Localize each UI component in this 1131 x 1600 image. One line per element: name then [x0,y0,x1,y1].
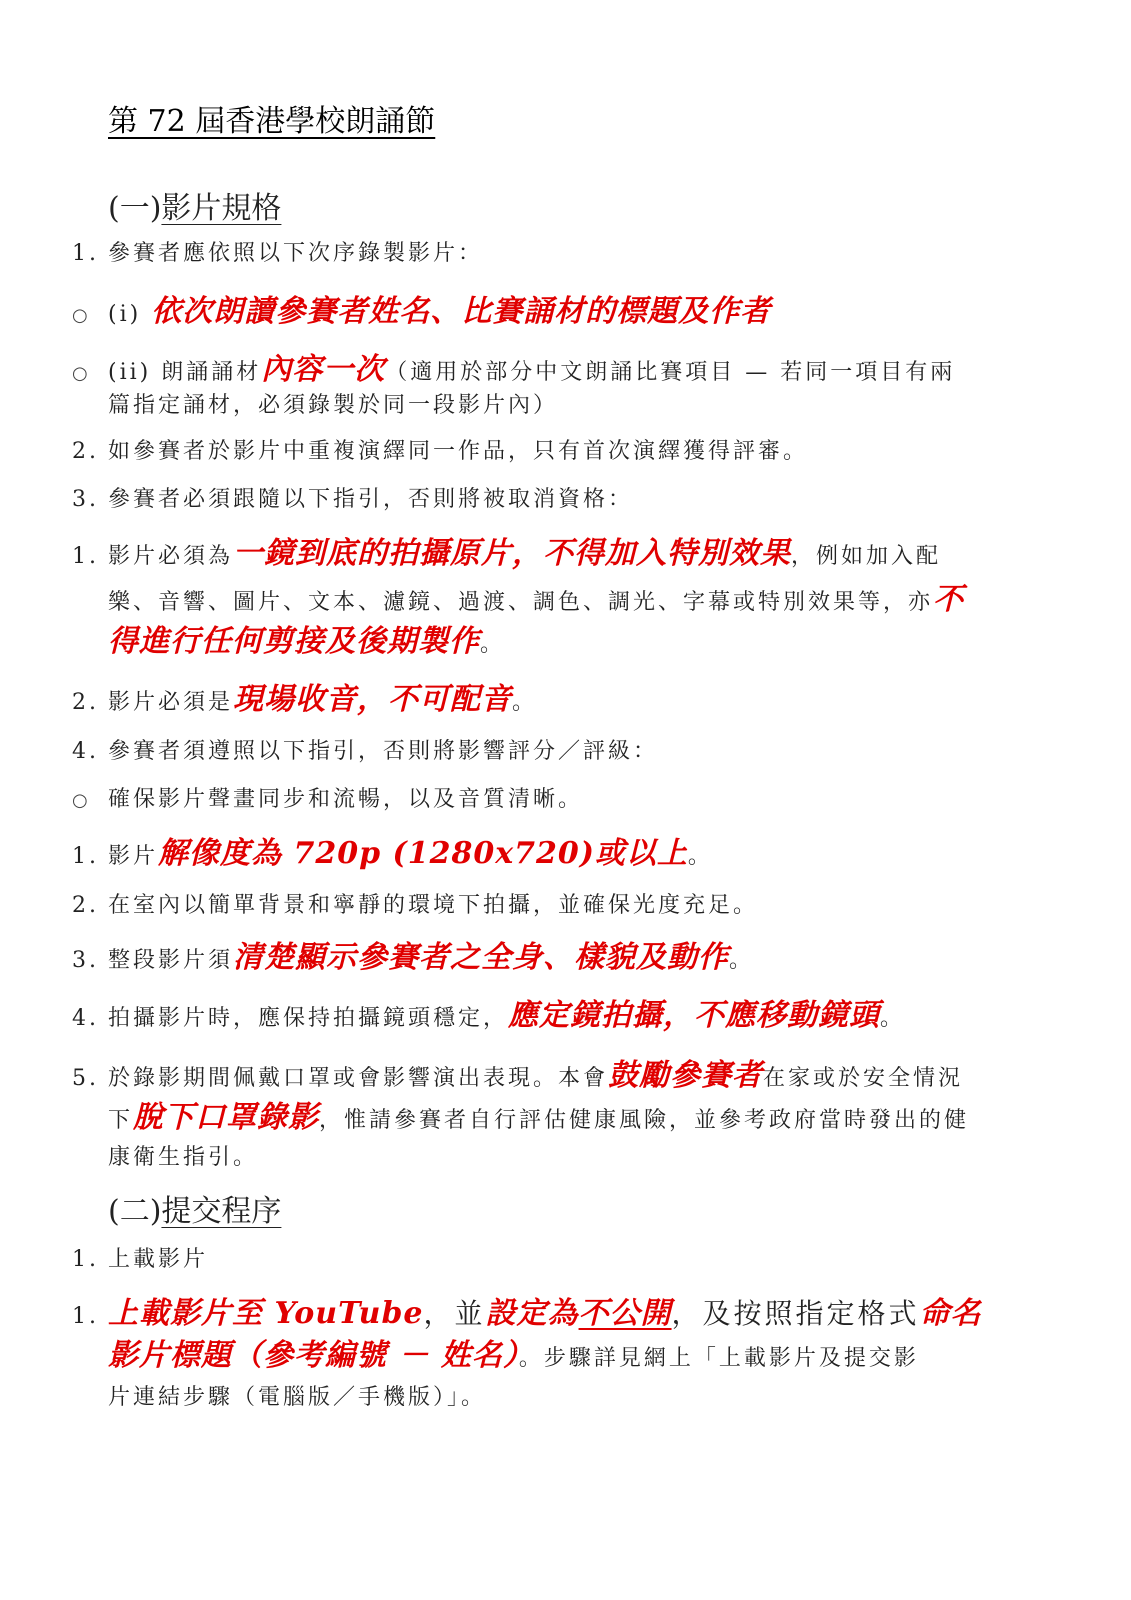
bullet-icon: ○ [72,363,91,384]
section-number: (一) [108,191,162,226]
item-number: 1. [72,1304,99,1329]
item-text: 影片必須為 [108,544,234,569]
list-item [72,1054,1052,1101]
item-text: 朗誦誦材 [161,360,262,385]
item-text: 如參賽者於影片中重複演繹同一作品，只有首次演繹獲得評審。 [108,439,809,464]
item-text: 。 [729,948,755,973]
page-title: 第 72 屆香港學校朗誦節 [108,104,436,139]
list-item [72,478,1052,522]
item-text: 上載影片 [108,1247,209,1272]
item-number: (i) [108,302,142,327]
list-item [72,832,1052,879]
item-text: ，惟請參賽者自行評估健康風險，並參考政府當時發出的健 [319,1108,970,1133]
list-item [72,290,1052,338]
highlight-text: 不公開 [578,1296,672,1331]
list-item-continuation [108,578,1038,625]
item-number: 2. [72,690,99,715]
list-item [72,884,1052,928]
list-item [72,994,1052,1041]
item-text: （適用於部分中文朗誦比賽項目 — 若同一項目有兩 [385,360,956,385]
bullet-icon: ○ [72,305,91,326]
item-number: 3. [72,948,99,973]
item-text: 整段影片須 [108,948,234,973]
item-text: 參賽者應依照以下次序錄製影片： [108,241,484,266]
list-item-continuation [108,620,1038,667]
item-number: 1. [72,844,99,869]
item-number: 4. [72,1006,99,1031]
section-number: (二) [108,1194,162,1229]
list-item [72,778,1052,823]
item-text: 樂、音響、圖片、文本、濾鏡、過渡、調色、調光、字幕或特別效果等，亦 [108,590,934,615]
bullet-icon: ○ [72,790,91,811]
item-number: 3. [72,487,99,512]
list-item [72,232,1052,276]
item-text: 於錄影期間佩戴口罩或會影響演出表現。本會 [108,1066,609,1091]
item-number: 2. [72,439,99,464]
section-label: 提交程序 [161,1194,282,1229]
item-text: 拍攝影片時，應保持拍攝鏡頭穩定， [108,1006,509,1031]
item-number: (ii) [108,360,152,385]
highlight-text: 上載影片至 YouTube [108,1296,424,1331]
item-number: 5. [72,1066,99,1091]
highlight-text: 解像度為 720p (1280x720)或以上 [158,836,688,871]
highlight-text: 設定為 [485,1296,579,1331]
highlight-text: 內容一次 [261,352,386,387]
section-label: 影片規格 [161,191,282,226]
item-text: 在家或於安全情況 [763,1066,964,1091]
item-text: 。 [512,690,538,715]
highlight-text: 清楚顯示參賽者之全身、樣貌及動作 [233,940,730,975]
highlight-text: 脫下口罩錄影 [133,1100,320,1135]
item-number: 4. [72,739,99,764]
list-item [72,532,1052,579]
item-text: ，例如加入配 [791,544,942,569]
item-number: 1. [72,544,99,569]
item-text: 下 [108,1108,134,1133]
list-item-continuation: 康衛生指引。 [108,1145,259,1170]
item-text: ，及按照指定格式 [671,1297,920,1330]
item-text: 。 [480,632,506,657]
list-item [72,936,1052,983]
list-item-continuation: 篇指定誦材，必須錄製於同一段影片內） [108,393,559,418]
item-text: 確保影片聲畫同步和流暢，以及音質清晰。 [108,787,584,812]
item-text: 影片 [108,844,159,869]
section-heading-submission [108,1186,281,1230]
list-item-continuation: 片連結步驟（電腦版／手機版）」。 [108,1385,487,1410]
item-text: 。 [880,1006,906,1031]
highlight-text: 依次朗讀參賽者姓名、比賽誦材的標題及作者 [151,294,772,329]
item-text: 。 [687,844,713,869]
list-item [72,1238,1052,1282]
list-item [72,430,1052,474]
item-text: 參賽者必須跟隨以下指引，否則將被取消資格： [108,487,634,512]
list-item [72,730,1052,774]
item-text: ，並 [423,1297,486,1330]
item-text: 在室內以簡單背景和寧靜的環境下拍攝，並確保光度充足。 [108,893,759,918]
highlight-text: 一鏡到底的拍攝原片，不得加入特別效果 [233,536,792,571]
highlight-text: 鼓勵參賽者 [608,1058,764,1093]
highlight-text: 應定鏡拍攝，不應移動鏡頭 [508,998,881,1033]
list-item [72,1292,1052,1339]
item-text: 。步驟詳見網上「上載影片及提交影 [518,1346,919,1371]
list-item [72,678,1052,725]
highlight-text: 影片標題（參考編號 － 姓名） [108,1338,519,1373]
item-number: 1. [72,1247,99,1272]
item-number: 1. [72,241,99,266]
highlight-text: 得進行任何剪接及後期製作 [108,624,480,659]
highlight-text: 現場收音，不可配音 [233,682,513,717]
item-text: 影片必須是 [108,690,234,715]
section-heading-video-spec [108,183,281,227]
highlight-text: 不 [933,582,965,617]
highlight-text: 命名 [919,1296,982,1331]
item-text: 參賽者須遵照以下指引，否則將影響評分／評級： [108,739,659,764]
item-number: 2. [72,893,99,918]
list-item-continuation [108,1334,1038,1381]
